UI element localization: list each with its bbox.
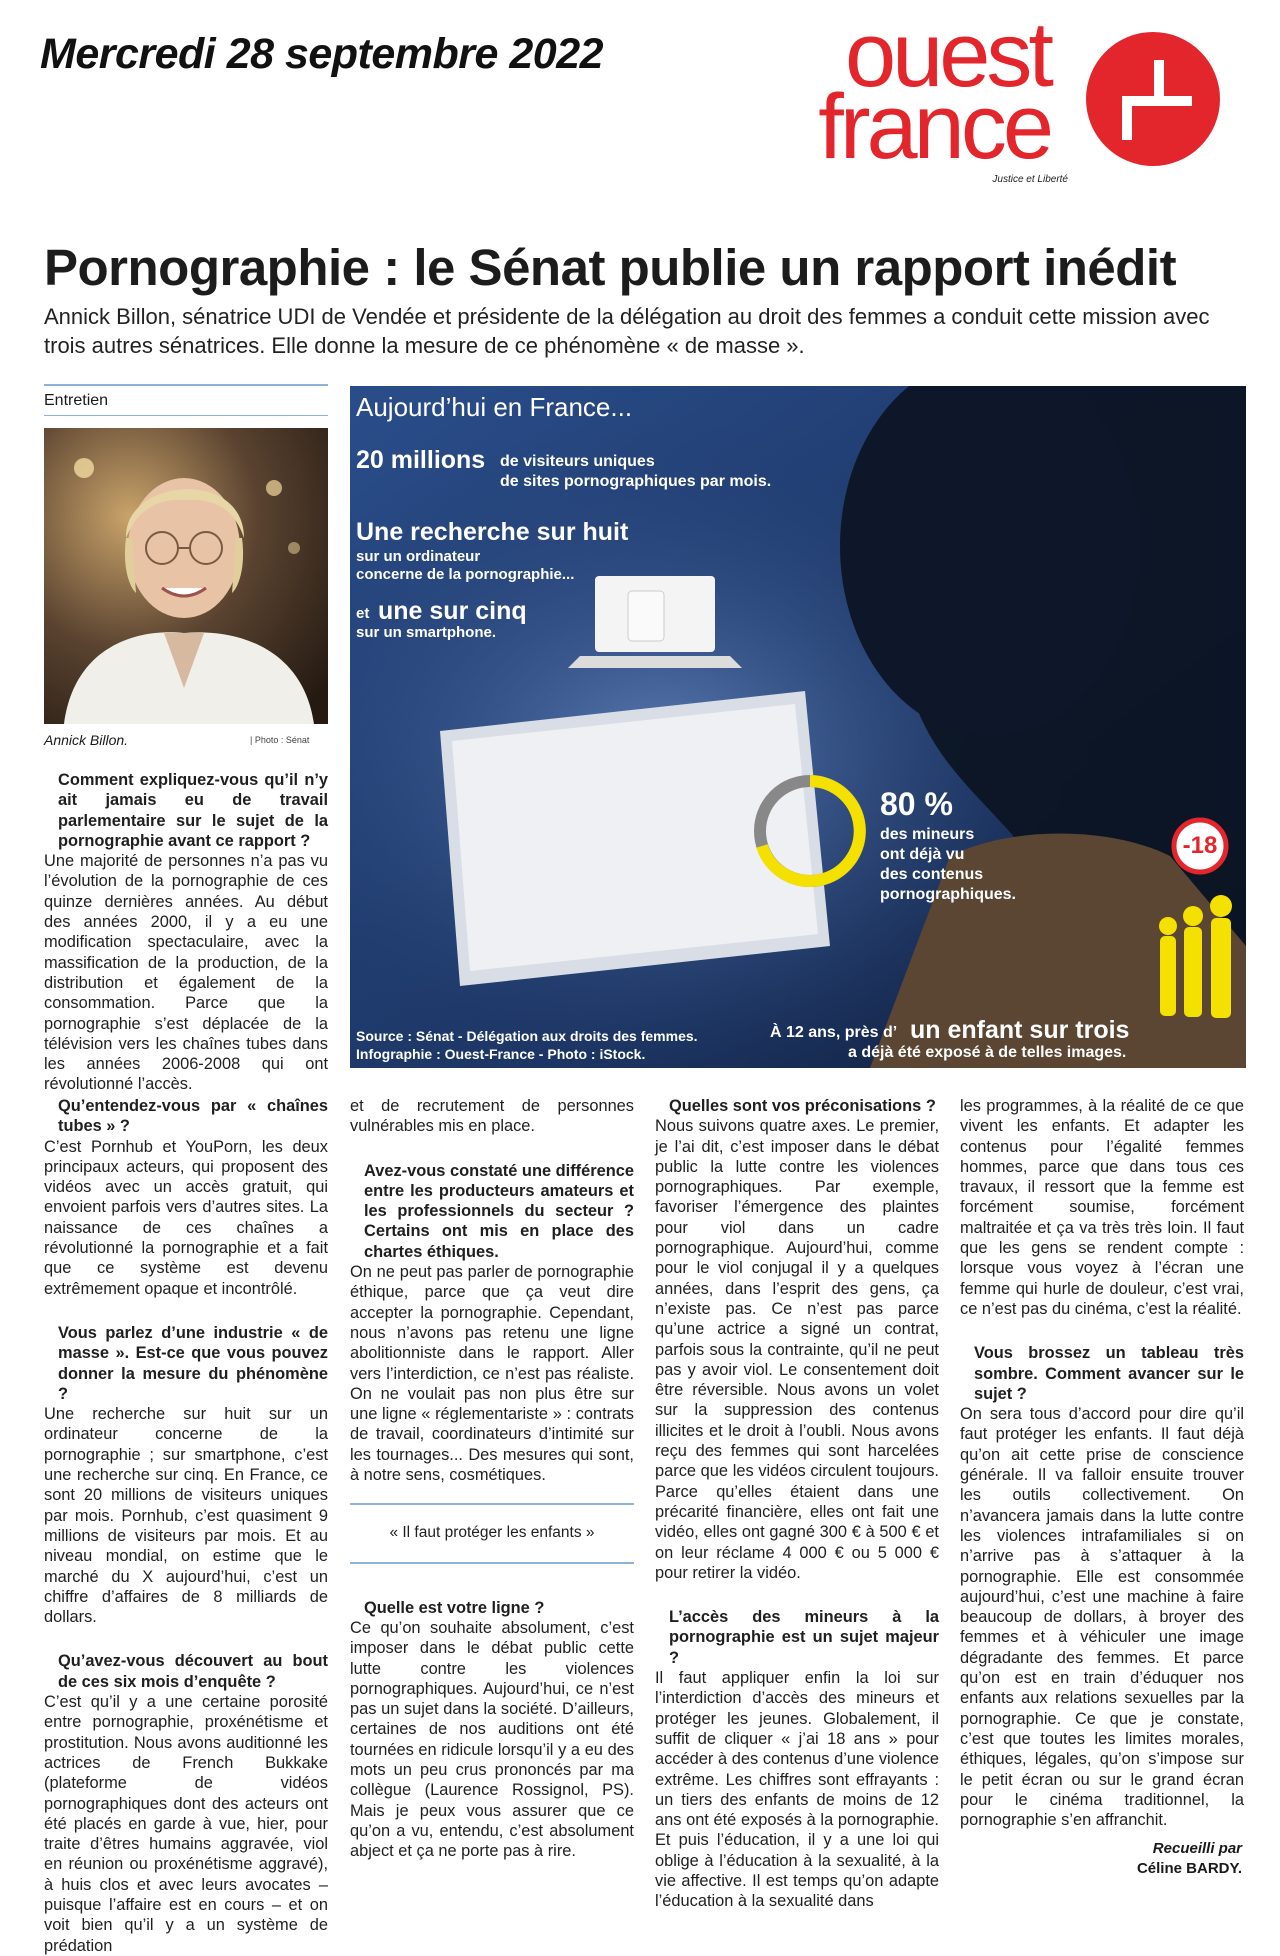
column-5 bbox=[960, 1096, 1244, 1830]
portrait-photo bbox=[44, 428, 328, 724]
logo-tagline: Justice et Liberté bbox=[992, 174, 1068, 185]
question: Avez-vous constaté une différence entre les producteurs amateurs et les professionnels du secteur ? Certains ont mis en place des chartes éthiques. bbox=[364, 1161, 634, 1261]
answer: Ce qu’on souhaite absolument, c’est imposer dans le débat public cette lutte contre les violences pornographiques. Aujourd’hui, ce n’est pas un sujet dans la société. D’ailleurs, certaines de nos auditions ont été tournées en ridicule lorsqu’il y a eu des mots un peu crus prononcés par ma collègue (Laurence Rossignol, PS). Mais je peux vous assurer que ce qu’on a vu, entendu, c’est absolument abject et ça ne porte pas à rire. bbox=[350, 1618, 634, 1861]
photo-credit: | Photo : Sénat bbox=[250, 735, 310, 745]
issue-date: Mercredi 28 septembre 2022 bbox=[40, 30, 604, 78]
stat-visitors-text-b: de sites pornographiques par mois. bbox=[500, 473, 772, 490]
answer: les programmes, à la réalité de ce que vivent les enfants. Et adapter les contenus pour l’égalité femmes hommes, parce que dans tous ces travaux, il ressort que la femme est forcément soumise, forcément maltraitée et ça va très très loin. Il faut que les gens se rendent compte : lorsque vous voyez à l’écran une femme qui hurle de douleur, c’est vrai, ce n’est pas du cinéma, c’est la réalité. bbox=[960, 1097, 1244, 1318]
logo-emblem-icon bbox=[1086, 32, 1220, 166]
answer: Il faut appliquer enfin la loi sur l’interdiction d’accès des mineurs et protéger les jeunes. Globalement, il suffit de cliquer « j’ai 18 ans » pour accéder à des contenus d’une violence extrême. Les chiffres sont effrayants : un tiers des enfants de moins de 12 ans ont été exposés à la pornographie. Et puis l’éducation, il y a une loi qui oblige à l’éducation à la sexualité, à la vie affective. Il est temps qu’on adapte l’éducation à la sexualité dans bbox=[655, 1669, 939, 1911]
logo-word-ouest: ouest bbox=[844, 4, 1050, 106]
stat-age12-value: un enfant sur trois bbox=[910, 1016, 1130, 1044]
article-headline: Pornographie : le Sénat publie un rapport inédit bbox=[44, 239, 1177, 296]
stat-computer-value: Une recherche sur huit bbox=[356, 518, 629, 546]
question: Qu’avez-vous découvert au bout de ces six mois d’enquête ? bbox=[58, 1652, 328, 1691]
infographic-background bbox=[350, 386, 1246, 1068]
answer: On ne peut pas parler de pornographie éthique, parce que ça veut dire accepter la pornographie. Cependant, nous n’avons pas retenu une ligne abolitionniste dans le rapport. Aller vers l’interdiction, ce n’est pas réaliste. On ne voulait pas non plus être sur une ligne « réglementariste » : contrats de travail, coordinateurs d’intimité sur les tournages... Des mesures qui sont, à notre sens, cosmétiques. bbox=[350, 1263, 634, 1485]
stat-computer-text-a: sur un ordinateur bbox=[356, 548, 481, 565]
stat-minors-text-a: des mineurs bbox=[880, 826, 975, 843]
column-3 bbox=[350, 1096, 634, 1862]
stat-smartphone-text: sur un smartphone. bbox=[356, 624, 497, 641]
question: Vous brossez un tableau très sombre. Comment avancer sur le sujet ? bbox=[974, 1344, 1244, 1403]
stat-smartphone-value: une sur cinq bbox=[378, 597, 527, 625]
column-2 bbox=[44, 1096, 328, 1956]
answer: C’est qu’il y a une certaine porosité entre pornographie, proxénétisme et prostitution. Nous avons auditionné les actrices de French Bukkake (plateforme de vidéos pornographiques dont des acteurs ont été placés en garde à vue, hier, pour traite d’êtres humains aggravée, viol en réunion ou proxénétisme aggravé), à huis clos et avec leurs avocates – puisque l’affaire est en cours – et on voit bien qu’il y a un système de prédation bbox=[44, 1693, 328, 1955]
stat-visitors-value: 20 millions bbox=[356, 446, 486, 474]
infographic bbox=[350, 386, 1246, 1068]
answer: On sera tous d’accord pour dire qu’il faut protéger les enfants. Il faut déjà qu’on ait cette prise de conscience générale. Il va falloir ensuite trouver les outils collectivement. On n’avancera jamais dans la lutte contre les violences intrafamiliales si on n’arrive pas à s’attaquer à la pornographie. Elle est consommée aujourd’hui, c’est une machine à faire beaucoup de dollars, à broyer des femmes et à véhiculer une image dégradante des femmes. Et parce qu’on est en train d’éduquer nos enfants aux relations sexuelles par la pornographie. Ce que je constate, c’est que toutes les limites morales, éthiques, légales, qu’on s’impose sur le petit écran ou sur le grand écran pour le cinéma traditionnel, la pornographie s’en affranchit. bbox=[960, 1405, 1244, 1830]
answer: C’est Pornhub et YouPorn, les deux principaux acteurs, qui proposent des vidéos avec un accès gratuit, qui envoient parfois vers d’autres sites. La naissance de ces chaînes a révolutionné la pornographie et a fait que ce système est devenu extrêmement opaque et incontrôlé. bbox=[44, 1137, 328, 1298]
stat-minors-text-b: ont déjà vu bbox=[880, 846, 965, 863]
stat-smartphone-prefix: et bbox=[356, 605, 370, 622]
age-restriction-badge: -18 bbox=[1182, 832, 1218, 859]
question: Quelles sont vos préconisations ? bbox=[669, 1097, 936, 1115]
pull-quote: « Il faut protéger les enfants » bbox=[350, 1503, 634, 1563]
photo-caption: Annick Billon. bbox=[44, 732, 129, 748]
question: Qu’entendez-vous par « chaînes tubes » ? bbox=[58, 1097, 328, 1136]
stat-minors-text-d: pornographiques. bbox=[880, 886, 1016, 903]
infographic-title: Aujourd’hui en France... bbox=[356, 392, 633, 422]
stat-minors-text-c: des contenus bbox=[880, 866, 984, 883]
portrait-illustration bbox=[44, 428, 328, 724]
stat-visitors-text-a: de visiteurs uniques bbox=[500, 453, 655, 470]
stat-age12-text: a déjà été exposé à de telles images. bbox=[848, 1044, 1127, 1061]
stat-minors-value: 80 % bbox=[880, 786, 953, 822]
infographic-source: Source : Sénat - Délégation aux droits des femmes. bbox=[356, 1028, 698, 1044]
question: Comment expliquez-vous qu’il n’y ait jamais eu de travail parlementaire sur le sujet de la pornographie avant ce rapport ? bbox=[58, 771, 328, 850]
answer: Une majorité de personnes n’a pas vu l’évolution de la pornographie de ces quinze dernières années. Au début des années 2000, il y a eu une modification spectaculaire, avec la massification de la production, de la distribution et également de la consommation. Parce que la pornographie s’est déplacée de la télévision vers les chaînes tubes dans les années 2006-2008 qui ont révolutionné l’accès. bbox=[44, 852, 328, 1094]
logo-word-france: france bbox=[818, 76, 1050, 178]
ouest-france-logo[interactable] bbox=[760, 6, 1230, 196]
signoff-label: Recueilli par bbox=[1152, 1840, 1242, 1857]
answer: et de recrutement de personnes vulnérables mis en place. bbox=[350, 1097, 634, 1136]
question: Vous parlez d’une industrie « de masse ». Est-ce que vous pouvez donner la mesure du phénomène ? bbox=[58, 1323, 328, 1403]
article-rubric: Entretien bbox=[44, 384, 328, 416]
answer: Une recherche sur huit sur un ordinateur concerne de la pornographie ; sur smartphone, c’est une recherche sur cinq. En France, ce sont 20 millions de visiteurs uniques par mois. Pornhub, c’est quasiment 9 millions de visiteurs par mois. Et au niveau mondial, on estime que le marché du X aujourd’hui, c’est un chiffre d’affaires de 8 milliards de dollars. bbox=[44, 1405, 328, 1627]
column-1 bbox=[44, 770, 328, 1095]
signoff-author: Céline BARDY. bbox=[1136, 1860, 1242, 1877]
article-standfirst: Annick Billon, sénatrice UDI de Vendée et présidente de la délégation au droit des femmes a conduit cette mission avec trois autres sénatrices. Elle donne la mesure de ce phénomène « de masse ». bbox=[44, 304, 1210, 358]
question: Quelle est votre ligne ? bbox=[364, 1598, 545, 1617]
stat-computer-text-b: concerne de la pornographie... bbox=[356, 566, 575, 583]
column-4 bbox=[655, 1096, 939, 1912]
answer: Nous suivons quatre axes. Le premier, je l’ai dit, c’est imposer dans le débat public la lutte contre les violences pornographiques. Par exemple, favoriser l’émergence des plaintes pour viol dans un cadre pornographique. Aujourd’hui, comme pour le viol conjugal il y a quelques années, dans l’esprit des gens, ça n’existe pas. Ce n’est pas parce qu’une actrice a signé un contrat, parfois sous la contrainte, qu’il ne peut pas y avoir viol. Le consentement doit être réversible. Nous avons un volet sur la suppression des contenus illicites et le droit à l’oubli. Nous avons reçu des femmes qui sont harcelées parce que les vidéos circulent toujours. Parce qu’elles étaient dans une précarité financière, elles ont fait une vidéo, elles ont gagné 300 € à 500 € et on leur réclame 4 000 € ou 5 000 € pour retirer la vidéo. bbox=[655, 1117, 939, 1582]
stat-age12-prefix: À 12 ans, près d’ bbox=[770, 1024, 898, 1041]
question: L’accès des mineurs à la pornographie est un sujet majeur ? bbox=[669, 1608, 939, 1667]
infographic-credit: Infographie : Ouest-France - Photo : iStock. bbox=[356, 1046, 646, 1062]
